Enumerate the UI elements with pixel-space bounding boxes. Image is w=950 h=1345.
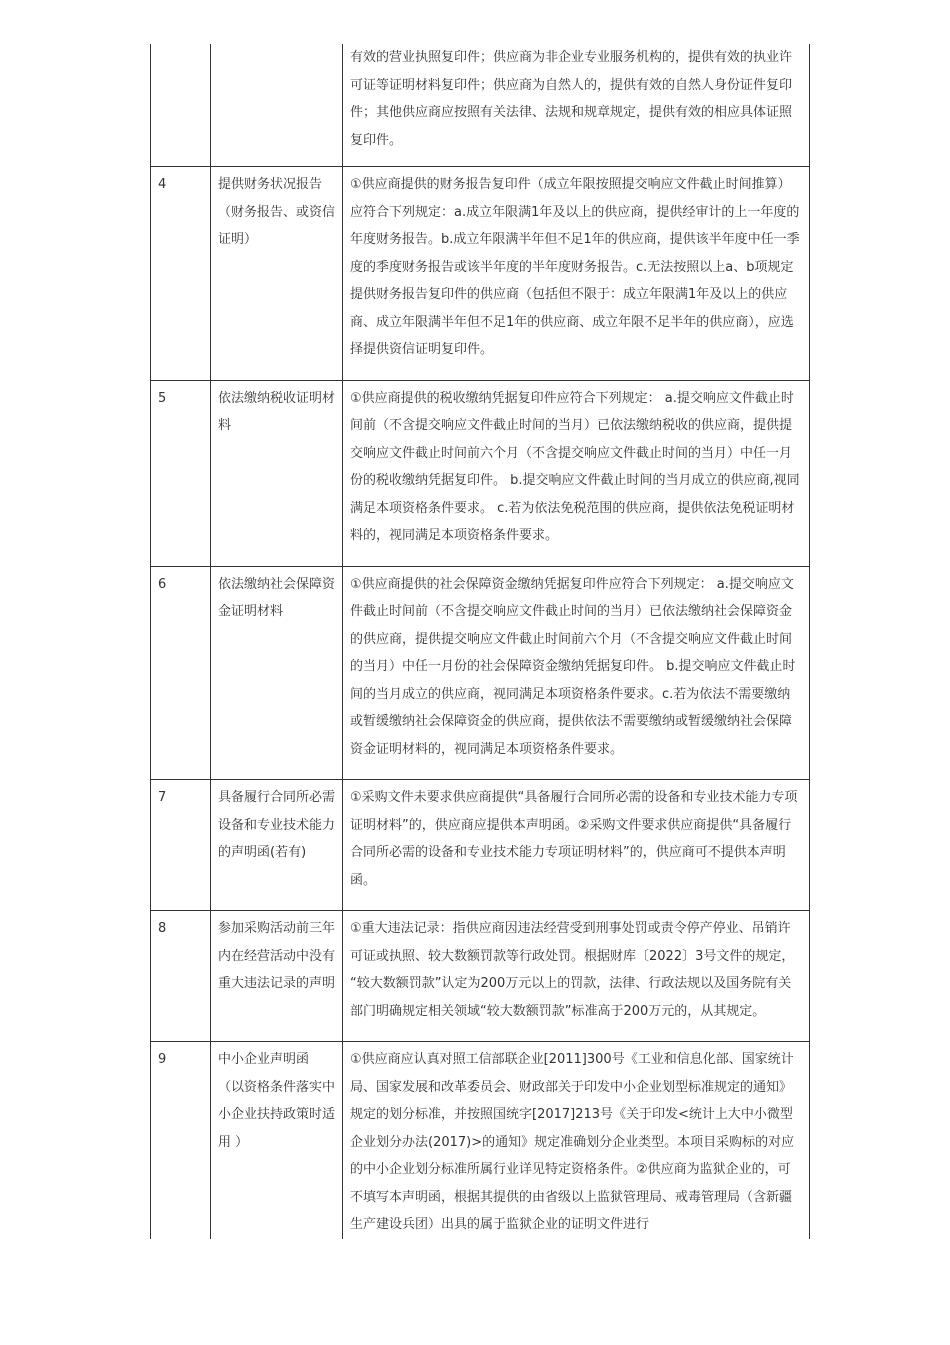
table-row — [151, 566, 810, 780]
cell-item-name: 提供财务状况报告（财务报告、或资信证明） — [211, 167, 343, 381]
table-row — [151, 380, 810, 566]
cell-description: 有效的营业执照复印件；供应商为非企业专业服务机构的，提供有效的执业许可证等证明材料复印件；供应商为自然人的，提供有效的自然人身份证件复印件；其他供应商应按照有关法律、法规和规章规定，提供有效的相应具体证照复印件。 — [343, 44, 810, 167]
cell-item-name: 依法缴纳社会保障资金证明材料 — [211, 566, 343, 780]
qualification-table-wrapper — [150, 44, 809, 1239]
table-row-continuation — [151, 44, 810, 167]
cell-number: 7 — [151, 780, 211, 911]
qualification-requirements-table — [150, 44, 810, 1239]
cell-description: ①供应商提供的税收缴纳凭据复印件应符合下列规定： a.提交响应文件截止时间前（不含提交响应文件截止时间的当月）已依法缴纳税收的供应商，提供提交响应文件截止时间前六个月（不含提交响应文件截止时间的当月）中任一月份的税收缴纳凭据复印件。 b.提交响应文件截止时间的当月成立的供应商,视同满足本项资格条件要求。 c.若为依法免税范围的供应商，提供依法免税证明材料的，视同满足本项资格条件要求。 — [343, 380, 810, 566]
cell-number: 6 — [151, 566, 211, 780]
cell-item-name: 具备履行合同所必需设备和专业技术能力的声明函(若有) — [211, 780, 343, 911]
cell-item-name — [211, 44, 343, 167]
cell-number: 5 — [151, 380, 211, 566]
table-row — [151, 1042, 810, 1239]
table-row — [151, 911, 810, 1042]
cell-item-name: 依法缴纳税收证明材料 — [211, 380, 343, 566]
cell-item-name: 中小企业声明函 （以资格条件落实中小企业扶持政策时适用 ） — [211, 1042, 343, 1239]
cell-description: ①供应商提供的财务报告复印件（成立年限按照提交响应文件截止时间推算）应符合下列规定：a.成立年限满1年及以上的供应商，提供经审计的上一年度的年度财务报告。b.成立年限满半年但不足1年的供应商，提供该半年度中任一季度的季度财务报告或该半年度的半年度财务报告。c.无法按照以上a、b项规定提供财务报告复印件的供应商（包括但不限于：成立年限满1年及以上的供应商、成立年限满半年但不足1年的供应商、成立年限不足半年的供应商），应选择提供资信证明复印件。 — [343, 167, 810, 381]
table-row — [151, 167, 810, 381]
cell-description: ①重大违法记录：指供应商因违法经营受到刑事处罚或责令停产停业、吊销许可证或执照、较大数额罚款等行政处罚。根据财库〔2022〕3号文件的规定， “较大数额罚款”认定为200万元以上的罚款，法律、行政法规以及国务院有关部门明确规定相关领域“较大数额罚款”标准高于200万元的，从其规定。 — [343, 911, 810, 1042]
cell-description: ①供应商应认真对照工信部联企业[2011]300号《工业和信息化部、国家统计局、国家发展和改革委员会、财政部关于印发中小企业划型标准规定的通知》规定的划分标准，并按照国统字[2017]213号《关于印发<统计上大中小微型企业划分办法(2017)>的通知》规定准确划分企业类型。本项目采购标的对应的中小企业划分标准所属行业详见特定资格条件。②供应商为监狱企业的，可不填写本声明函，根据其提供的由省级以上监狱管理局、戒毒管理局（含新疆生产建设兵团）出具的属于监狱企业的证明文件进行 — [343, 1042, 810, 1239]
cell-description: ①供应商提供的社会保障资金缴纳凭据复印件应符合下列规定： a.提交响应文件截止时间前（不含提交响应文件截止时间的当月）已依法缴纳社会保障资金的供应商，提供提交响应文件截止时间前六个月（不含提交响应文件截止时间的当月）中任一月份的社会保障资金缴纳凭据复印件。 b.提交响应文件截止时间的当月成立的供应商，视同满足本项资格条件要求。c.若为依法不需要缴纳或暂缓缴纳社会保障资金的供应商，提供依法不需要缴纳或暂缓缴纳社会保障资金证明材料的，视同满足本项资格条件要求。 — [343, 566, 810, 780]
cell-number — [151, 44, 211, 167]
cell-number: 8 — [151, 911, 211, 1042]
table-row — [151, 780, 810, 911]
cell-item-name: 参加采购活动前三年内在经营活动中没有重大违法记录的声明 — [211, 911, 343, 1042]
cell-description: ①采购文件未要求供应商提供“具备履行合同所必需的设备和专业技术能力专项证明材料”的，供应商应提供本声明函。②采购文件要求供应商提供“具备履行合同所必需的设备和专业技术能力专项证明材料”的，供应商可不提供本声明函。 — [343, 780, 810, 911]
cell-number: 4 — [151, 167, 211, 381]
cell-number: 9 — [151, 1042, 211, 1239]
